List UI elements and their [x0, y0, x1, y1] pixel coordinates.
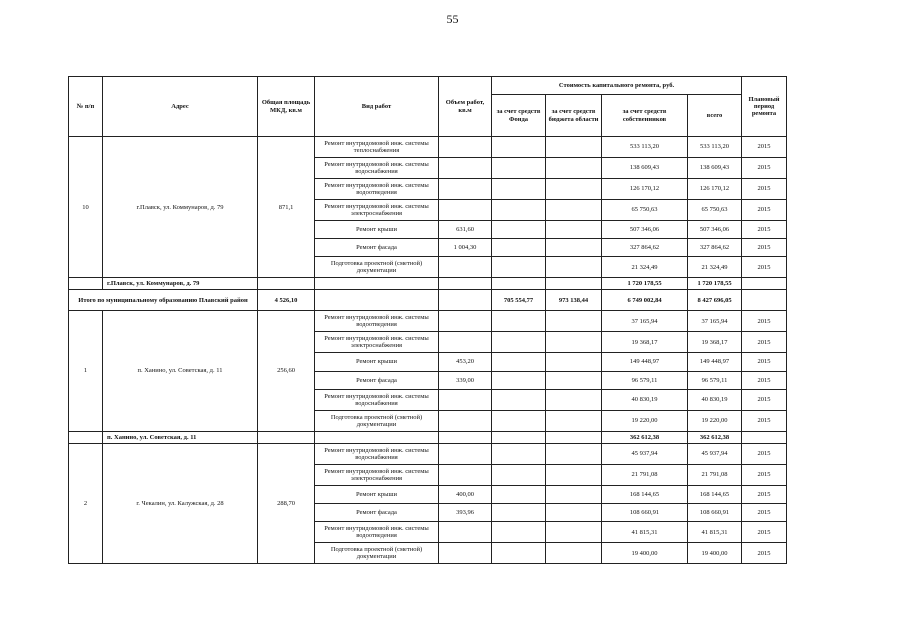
work-volume	[439, 137, 492, 158]
work-type: Ремонт крыши	[315, 353, 439, 371]
repair-period: 2015	[742, 503, 787, 521]
cost-region	[546, 543, 602, 564]
cost-fund	[492, 353, 546, 371]
cost-fund	[492, 137, 546, 158]
repair-period: 2015	[742, 371, 787, 389]
row-area: 256,60	[258, 311, 315, 431]
row-address: г.Плавск, ул. Коммунаров, д. 79	[103, 137, 258, 278]
work-type: Ремонт фасада	[315, 371, 439, 389]
cost-fund	[492, 485, 546, 503]
cost-fund	[492, 389, 546, 410]
cost-total: 19 400,00	[688, 543, 742, 564]
repair-period: 2015	[742, 179, 787, 200]
work-volume	[439, 257, 492, 278]
header-total: всего	[688, 95, 742, 137]
grand-total-label: Итого по муниципальному образованию Плавский район	[69, 290, 258, 311]
cost-fund	[492, 158, 546, 179]
cost-fund	[492, 221, 546, 239]
cost-owners: 149 448,97	[602, 353, 688, 371]
cost-region	[546, 485, 602, 503]
work-type: Ремонт внутридомовой инж. системы водоснабжения	[315, 443, 439, 464]
grand-total-region: 973 138,44	[546, 290, 602, 311]
work-type: Ремонт внутридомовой инж. системы водоотведения	[315, 179, 439, 200]
cost-owners: 19 220,00	[602, 410, 688, 431]
cost-owners: 168 144,65	[602, 485, 688, 503]
cost-total: 65 750,63	[688, 200, 742, 221]
header-volume: Объем работ, кв.м	[439, 77, 492, 137]
subtotal-label: г.Плавск, ул. Коммунаров, д. 79	[103, 278, 258, 290]
cost-fund	[492, 443, 546, 464]
subtotal-owners: 362 612,38	[602, 431, 688, 443]
cost-total: 126 170,12	[688, 179, 742, 200]
cost-owners: 96 579,11	[602, 371, 688, 389]
repair-period: 2015	[742, 239, 787, 257]
work-type: Ремонт крыши	[315, 485, 439, 503]
cost-fund	[492, 257, 546, 278]
subtotal-row	[69, 278, 787, 290]
cost-fund	[492, 410, 546, 431]
repair-cost-table	[68, 76, 787, 564]
cost-region	[546, 221, 602, 239]
cost-fund	[492, 200, 546, 221]
header-address: Адрес	[103, 77, 258, 137]
repair-period: 2015	[742, 257, 787, 278]
table-header-row	[69, 77, 787, 95]
work-volume	[439, 200, 492, 221]
cost-total: 96 579,11	[688, 371, 742, 389]
cost-total: 138 609,43	[688, 158, 742, 179]
cost-owners: 108 660,91	[602, 503, 688, 521]
table-row	[69, 443, 787, 464]
work-type: Подготовка проектной (сметной) документации	[315, 257, 439, 278]
work-volume	[439, 410, 492, 431]
cost-total: 108 660,91	[688, 503, 742, 521]
work-volume	[439, 158, 492, 179]
header-region: за счет средств бюджета области	[546, 95, 602, 137]
work-volume: 400,00	[439, 485, 492, 503]
work-volume	[439, 443, 492, 464]
table-row	[69, 137, 787, 158]
cost-owners: 45 937,94	[602, 443, 688, 464]
work-volume	[439, 543, 492, 564]
cost-fund	[492, 522, 546, 543]
cost-owners: 37 165,94	[602, 311, 688, 332]
work-volume	[439, 389, 492, 410]
cost-fund	[492, 464, 546, 485]
cost-region	[546, 239, 602, 257]
row-address: п. Ханино, ул. Советская, д. 11	[103, 311, 258, 431]
cost-total: 37 165,94	[688, 311, 742, 332]
work-type: Ремонт фасада	[315, 503, 439, 521]
cost-total: 533 113,20	[688, 137, 742, 158]
cost-region	[546, 353, 602, 371]
repair-period: 2015	[742, 200, 787, 221]
grand-total-owners: 6 749 002,84	[602, 290, 688, 311]
row-address: г. Чекалин, ул. Калужская, д. 28	[103, 443, 258, 563]
cost-owners: 327 864,62	[602, 239, 688, 257]
row-num: 2	[69, 443, 103, 563]
table-row	[69, 311, 787, 332]
work-volume	[439, 332, 492, 353]
cost-total: 45 937,94	[688, 443, 742, 464]
subtotal-total: 1 720 178,55	[688, 278, 742, 290]
cost-owners: 19 368,17	[602, 332, 688, 353]
subtotal-row	[69, 431, 787, 443]
cost-fund	[492, 239, 546, 257]
repair-period: 2015	[742, 389, 787, 410]
repair-period: 2015	[742, 353, 787, 371]
cost-region	[546, 371, 602, 389]
cost-fund	[492, 311, 546, 332]
work-volume	[439, 464, 492, 485]
repair-period: 2015	[742, 522, 787, 543]
row-num: 1	[69, 311, 103, 431]
work-volume	[439, 522, 492, 543]
cost-total: 40 830,19	[688, 389, 742, 410]
cost-region	[546, 257, 602, 278]
cost-region	[546, 179, 602, 200]
cost-region	[546, 443, 602, 464]
cost-owners: 126 170,12	[602, 179, 688, 200]
work-type: Ремонт внутридомовой инж. системы водоснабжения	[315, 158, 439, 179]
cost-fund	[492, 543, 546, 564]
cost-total: 41 815,31	[688, 522, 742, 543]
work-volume	[439, 179, 492, 200]
row-num: 10	[69, 137, 103, 278]
cost-region	[546, 464, 602, 485]
repair-period: 2015	[742, 464, 787, 485]
cost-owners: 533 113,20	[602, 137, 688, 158]
cost-total: 21 324,49	[688, 257, 742, 278]
cost-region	[546, 158, 602, 179]
work-volume: 453,20	[439, 353, 492, 371]
cost-region	[546, 311, 602, 332]
cost-total: 19 368,17	[688, 332, 742, 353]
cost-owners: 138 609,43	[602, 158, 688, 179]
header-num: № п/п	[69, 77, 103, 137]
cost-owners: 41 815,31	[602, 522, 688, 543]
cost-total: 149 448,97	[688, 353, 742, 371]
repair-period: 2015	[742, 137, 787, 158]
cost-region	[546, 503, 602, 521]
work-type: Ремонт внутридомовой инж. системы электроснабжения	[315, 332, 439, 353]
subtotal-owners: 1 720 178,55	[602, 278, 688, 290]
cost-owners: 65 750,63	[602, 200, 688, 221]
work-volume: 393,96	[439, 503, 492, 521]
header-period: Плановый период ремонта	[742, 77, 787, 137]
cost-region	[546, 522, 602, 543]
header-area: Общая площадь МКД, кв.м	[258, 77, 315, 137]
cost-fund	[492, 179, 546, 200]
work-type: Ремонт внутридомовой инж. системы электроснабжения	[315, 464, 439, 485]
work-type: Ремонт крыши	[315, 221, 439, 239]
repair-period: 2015	[742, 443, 787, 464]
work-volume: 631,60	[439, 221, 492, 239]
header-cost-group: Стоимость капитального ремонта, руб.	[492, 77, 742, 95]
cost-region	[546, 137, 602, 158]
grand-total-row	[69, 290, 787, 311]
repair-period: 2015	[742, 221, 787, 239]
cost-owners: 40 830,19	[602, 389, 688, 410]
work-volume	[439, 311, 492, 332]
grand-total-total: 8 427 696,05	[688, 290, 742, 311]
cost-owners: 507 346,06	[602, 221, 688, 239]
subtotal-total: 362 612,38	[688, 431, 742, 443]
work-type: Подготовка проектной (сметной) документации	[315, 410, 439, 431]
work-volume: 1 004,30	[439, 239, 492, 257]
cost-region	[546, 200, 602, 221]
cost-owners: 21 791,08	[602, 464, 688, 485]
cost-owners: 19 400,00	[602, 543, 688, 564]
cost-total: 21 791,08	[688, 464, 742, 485]
header-fund: за счет средств Фонда	[492, 95, 546, 137]
cost-owners: 21 324,49	[602, 257, 688, 278]
work-volume: 339,00	[439, 371, 492, 389]
grand-total-fund: 705 554,77	[492, 290, 546, 311]
cost-fund	[492, 332, 546, 353]
work-type: Подготовка проектной (сметной) документации	[315, 543, 439, 564]
work-type: Ремонт внутридомовой инж. системы водоотведения	[315, 522, 439, 543]
repair-period: 2015	[742, 311, 787, 332]
grand-total-area: 4 526,10	[258, 290, 315, 311]
repair-period: 2015	[742, 410, 787, 431]
subtotal-label: п. Ханино, ул. Советская, д. 11	[103, 431, 258, 443]
repair-period: 2015	[742, 158, 787, 179]
cost-region	[546, 332, 602, 353]
header-work: Вид работ	[315, 77, 439, 137]
work-type: Ремонт фасада	[315, 239, 439, 257]
work-type: Ремонт внутридомовой инж. системы электроснабжения	[315, 200, 439, 221]
cost-fund	[492, 371, 546, 389]
cost-total: 507 346,06	[688, 221, 742, 239]
cost-total: 168 144,65	[688, 485, 742, 503]
repair-period: 2015	[742, 332, 787, 353]
page-number: 55	[446, 12, 459, 26]
work-type: Ремонт внутридомовой инж. системы теплоснабжения	[315, 137, 439, 158]
work-type: Ремонт внутридомовой инж. системы водоотведения	[315, 311, 439, 332]
cost-total: 327 864,62	[688, 239, 742, 257]
row-area: 871,1	[258, 137, 315, 278]
repair-period: 2015	[742, 485, 787, 503]
header-owners: за счет средств собственников	[602, 95, 688, 137]
cost-region	[546, 389, 602, 410]
row-area: 288,70	[258, 443, 315, 563]
work-type: Ремонт внутридомовой инж. системы водоснабжения	[315, 389, 439, 410]
repair-period: 2015	[742, 543, 787, 564]
cost-total: 19 220,00	[688, 410, 742, 431]
cost-region	[546, 410, 602, 431]
cost-fund	[492, 503, 546, 521]
